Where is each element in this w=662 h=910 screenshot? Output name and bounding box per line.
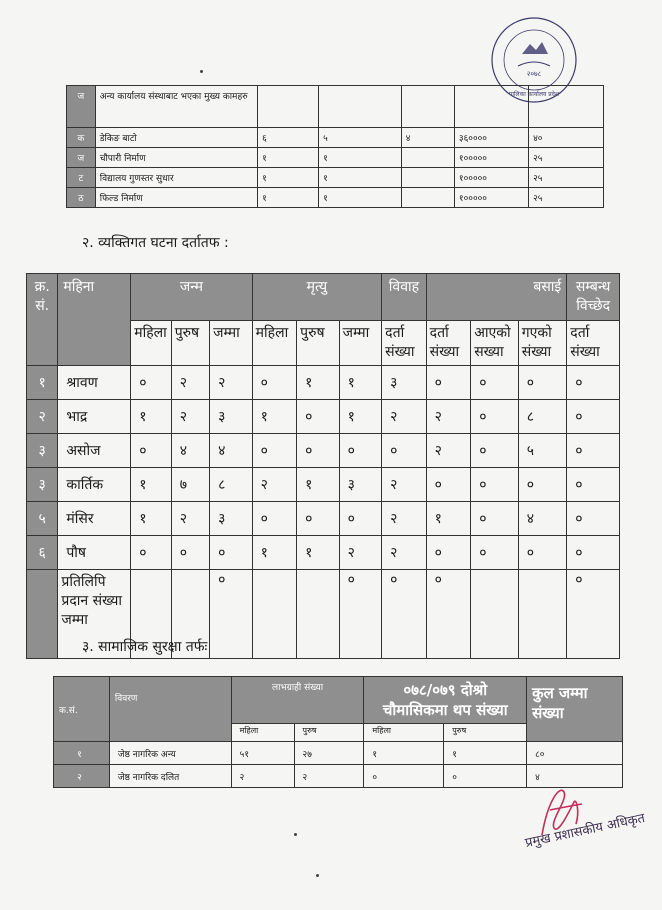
header-beneficiaries: लाभग्राही संख्या: [231, 677, 364, 724]
table-cell: ०: [567, 468, 620, 502]
table-cell: ०: [518, 536, 567, 570]
section-2-title: २. व्यक्तिगत घटना दर्तातफ :: [82, 235, 229, 251]
table-cell: १: [131, 468, 171, 502]
table-cell: ०: [567, 366, 620, 400]
table-cell: ०: [339, 570, 382, 659]
table-row: [67, 128, 604, 148]
sub-header: जम्मा: [339, 321, 382, 366]
table-cell: १: [319, 168, 402, 188]
row-number: [27, 570, 58, 659]
table-cell: ४: [527, 765, 623, 788]
row-number: ज: [67, 148, 96, 168]
table-cell: २: [426, 400, 471, 434]
table-cell: ४: [171, 434, 209, 468]
table-cell: ३: [210, 400, 253, 434]
signatory-title: प्रमुख प्रशासकीय अधिकृत: [523, 810, 647, 851]
table-row: [27, 366, 620, 400]
table-cell: १: [319, 148, 402, 168]
table-cell: ०: [210, 536, 253, 570]
table-cell: ४: [401, 128, 454, 148]
table-row: [67, 148, 604, 168]
row-number: ३: [27, 434, 58, 468]
sub-header: महिला: [364, 724, 444, 742]
table-cell: ०: [339, 502, 382, 536]
table-cell: १: [426, 502, 471, 536]
table-cell: [454, 86, 528, 128]
table-cell: १: [364, 742, 444, 765]
social-security-table: [53, 676, 623, 788]
table-cell: ०: [131, 536, 171, 570]
sub-header: आएको सख्या: [471, 321, 519, 366]
header-death: मृत्यु: [252, 274, 382, 321]
sub-header: जम्मा: [210, 321, 253, 366]
table-cell: १: [131, 400, 171, 434]
table-cell: ०: [339, 434, 382, 468]
row-month: पौष: [58, 536, 131, 570]
table-cell: २: [171, 400, 209, 434]
sub-header: दर्ता संख्या: [567, 321, 620, 366]
sub-header: पुरुष: [294, 724, 364, 742]
table-cell: २: [339, 536, 382, 570]
table-cell: २: [382, 400, 427, 434]
table-cell: १०००००: [454, 168, 528, 188]
table-cell: ०: [567, 570, 620, 659]
table-cell: ०: [382, 570, 427, 659]
table-cell: [471, 570, 519, 659]
scan-speck: [294, 833, 297, 836]
row-month: श्रावण: [58, 366, 131, 400]
table-cell: ०: [567, 434, 620, 468]
table-cell: ०: [297, 400, 340, 434]
header-month: महिना: [58, 274, 131, 366]
scan-speck: [316, 874, 319, 877]
sub-header: महिला: [131, 321, 171, 366]
table-cell: ३६००००: [454, 128, 528, 148]
row-month: भाद्र: [58, 400, 131, 434]
table-cell: [518, 570, 567, 659]
table-cell: ५: [319, 128, 402, 148]
total-label: प्रतिलिपि प्रदान संख्या जम्मा: [58, 570, 131, 659]
table-cell: १: [339, 366, 382, 400]
table-cell: [258, 86, 319, 128]
table-cell: ८: [518, 400, 567, 434]
row-number: ३: [27, 468, 58, 502]
table-cell: ०: [518, 366, 567, 400]
table-cell: ०: [471, 366, 519, 400]
vital-events-table: [26, 273, 620, 659]
table-cell: ०: [567, 502, 620, 536]
table-cell: ०: [426, 570, 471, 659]
row-number: २: [54, 765, 110, 788]
table-cell: [297, 570, 340, 659]
table-cell: ६: [258, 128, 319, 148]
table-cell: ३: [210, 502, 253, 536]
table-row: [67, 168, 604, 188]
row-description: चौपारी निर्माण: [95, 148, 257, 168]
table-cell: ०: [518, 468, 567, 502]
table-cell: [401, 168, 454, 188]
table-cell: ०: [131, 366, 171, 400]
sub-header: पुरुष: [297, 321, 340, 366]
table-cell: ७: [171, 468, 209, 502]
table-cell: [529, 86, 604, 128]
table-cell: ०: [444, 765, 527, 788]
sub-header: पुरुष: [171, 321, 209, 366]
table-cell: २: [171, 366, 209, 400]
table-cell: ०: [471, 536, 519, 570]
table-cell: [401, 188, 454, 208]
sub-header: गएको संख्या: [518, 321, 567, 366]
row-number: २: [27, 400, 58, 434]
table-cell: ०: [426, 366, 471, 400]
row-month: असोज: [58, 434, 131, 468]
table-cell: १: [258, 148, 319, 168]
table-row: [27, 468, 620, 502]
table-cell: ०: [252, 502, 297, 536]
row-description: फिल्ड निर्माण: [95, 188, 257, 208]
row-number: ट: [67, 168, 96, 188]
table-cell: १०००००: [454, 148, 528, 168]
table-cell: १: [444, 742, 527, 765]
table-cell: [319, 86, 402, 128]
table-cell: १: [319, 188, 402, 208]
table-cell: २: [294, 765, 364, 788]
row-number: १: [54, 742, 110, 765]
table-cell: ०: [382, 434, 427, 468]
table-cell: २: [231, 765, 294, 788]
header-divorce: सम्बन्ध विच्छेद: [567, 274, 620, 321]
scan-speck: [200, 70, 203, 73]
table-cell: ४: [518, 502, 567, 536]
table-cell: ४: [210, 434, 253, 468]
table-cell: १: [131, 502, 171, 536]
table-cell: ०: [471, 468, 519, 502]
header-desc: विवरण: [109, 677, 231, 742]
table-row: [27, 502, 620, 536]
row-description: विद्यालय गुणस्तर सुधार: [95, 168, 257, 188]
table-cell: १: [297, 468, 340, 502]
table-row: [67, 188, 604, 208]
table-cell: १: [297, 366, 340, 400]
header-birth: जन्म: [131, 274, 252, 321]
row-number: ठ: [67, 188, 96, 208]
table-row: [67, 86, 604, 128]
row-number: ज: [67, 86, 96, 128]
sub-header: दर्ता संख्या: [382, 321, 427, 366]
table-row: [54, 742, 623, 765]
table-cell: ८: [210, 468, 253, 502]
table-cell: १: [297, 536, 340, 570]
table-cell: ०: [252, 434, 297, 468]
row-number: ५: [27, 502, 58, 536]
row-number: ६: [27, 536, 58, 570]
table-cell: २: [382, 536, 427, 570]
table-cell: १: [258, 188, 319, 208]
table-cell: [401, 86, 454, 128]
table-cell: [401, 148, 454, 168]
table-row: [27, 400, 620, 434]
stamp-year: २०७८: [526, 70, 542, 78]
table-cell: ०: [210, 570, 253, 659]
table-cell: १: [252, 536, 297, 570]
table-cell: १: [339, 400, 382, 434]
table-cell: ०: [471, 434, 519, 468]
row-description: जेष्ठ नागरिक दलित: [109, 765, 231, 788]
header-marriage: विवाह: [382, 274, 427, 321]
row-description: जेष्ठ नागरिक अन्य: [109, 742, 231, 765]
table-cell: २: [171, 502, 209, 536]
table-cell: ४०: [529, 128, 604, 148]
table-cell: ०: [471, 400, 519, 434]
table-cell: ०: [297, 434, 340, 468]
header-sn: क.सं.: [54, 677, 110, 742]
sub-header: महिला: [252, 321, 297, 366]
table-cell: ८०: [527, 742, 623, 765]
table-row: [27, 536, 620, 570]
row-month: कार्तिक: [58, 468, 131, 502]
row-month: मंसिर: [58, 502, 131, 536]
table-cell: ०: [131, 434, 171, 468]
table-cell: ०: [471, 502, 519, 536]
table-cell: २५: [529, 188, 604, 208]
table-cell: २: [382, 502, 427, 536]
sub-header: पुरुष: [444, 724, 527, 742]
table-cell: २: [252, 468, 297, 502]
table-cell: २: [210, 366, 253, 400]
sub-header: दर्ता संख्या: [426, 321, 471, 366]
table-cell: १: [258, 168, 319, 188]
header-sn: क्र. सं.: [27, 274, 58, 366]
table-cell: ०: [252, 366, 297, 400]
row-number: क: [67, 128, 96, 148]
table-cell: ०: [297, 502, 340, 536]
table-cell: ०: [364, 765, 444, 788]
table-cell: २: [382, 468, 427, 502]
stamp-text: पालिका कार्यालय प्रदेश: [509, 91, 559, 98]
table-cell: ३: [339, 468, 382, 502]
table-cell: २५: [529, 148, 604, 168]
table-cell: ०: [426, 468, 471, 502]
row-number: १: [27, 366, 58, 400]
table-cell: ५१: [231, 742, 294, 765]
header-total: कुल जम्मा संख्या: [527, 677, 623, 742]
activities-table: [66, 85, 604, 208]
table-cell: ०: [171, 536, 209, 570]
table-row: [27, 434, 620, 468]
table-cell: ३: [382, 366, 427, 400]
sub-header: महिला: [231, 724, 294, 742]
table-cell: १०००००: [454, 188, 528, 208]
table-cell: २७: [294, 742, 364, 765]
section-3-title: ३. सामाजिक सुरक्षा तर्फः: [82, 639, 208, 655]
table-cell: ०: [426, 536, 471, 570]
table-cell: १: [252, 400, 297, 434]
table-cell: २५: [529, 168, 604, 188]
table-cell: ०: [567, 400, 620, 434]
table-cell: २: [426, 434, 471, 468]
table-cell: ०: [567, 536, 620, 570]
header-migration: बसाई: [426, 274, 567, 321]
row-description: डेकिङ बाटो: [95, 128, 257, 148]
row-description: अन्य कार्यालय संस्थाबाट भएका मुख्य कामहरु: [95, 86, 257, 128]
table-cell: [252, 570, 297, 659]
header-added: ०७८/०७९ दोश्रो चौमासिकमा थप संख्या: [364, 677, 527, 724]
table-cell: ५: [518, 434, 567, 468]
